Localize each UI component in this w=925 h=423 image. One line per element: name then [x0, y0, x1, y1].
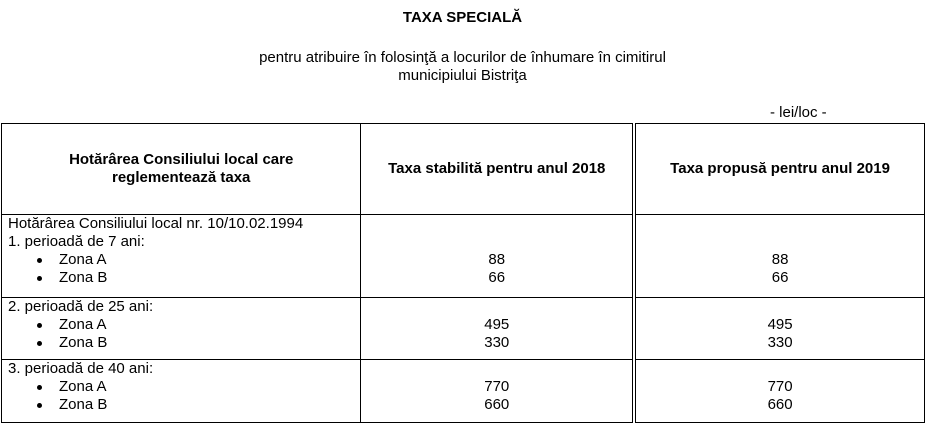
- tax-table: [1, 123, 925, 423]
- value-2018: 88: [488, 251, 506, 268]
- header-hcl: Hotărârea Consiliului local care reglementează taxa: [2, 124, 361, 215]
- table-row: [2, 297, 925, 360]
- value-2018: 495: [484, 315, 510, 333]
- row-label-cell: [2, 215, 361, 298]
- list-item: [2, 251, 360, 269]
- value-cell-2018: [361, 297, 634, 360]
- row-label-cell: [2, 360, 361, 423]
- bullet-icon: [37, 323, 42, 328]
- header-2018: Taxa stabilită pentru anul 2018: [361, 124, 634, 215]
- list-item: [2, 396, 360, 414]
- table-row: [2, 215, 925, 298]
- unit-label: - lei/loc -: [770, 104, 827, 121]
- bullet-icon: [37, 276, 42, 281]
- value-2018: 330: [484, 333, 510, 351]
- value-cell-2019: [634, 297, 924, 360]
- list-item: [2, 334, 360, 352]
- period-label: 3. perioadă de 40 ani:: [8, 360, 154, 378]
- bullet-icon: [37, 341, 42, 346]
- value-2018: 660: [484, 396, 510, 414]
- value-2018: 770: [484, 378, 510, 396]
- zone-label: Zona A: [59, 378, 107, 396]
- header-2019: Taxa propusă pentru anul 2019: [634, 124, 924, 215]
- subtitle-line-1: pentru atribuire în folosinţă a locurilor de înhumare în cimitirul: [259, 49, 666, 66]
- bullet-icon: [37, 385, 42, 390]
- zone-label: Zona B: [59, 396, 108, 414]
- value-2018: 66: [488, 269, 506, 286]
- value-cell-2018: [361, 360, 634, 423]
- value-2019: 88: [771, 251, 789, 268]
- value-2019: 495: [767, 315, 793, 333]
- zone-label: Zona A: [59, 315, 107, 333]
- subtitle-line-2: municipiului Bistriţa: [398, 67, 527, 84]
- value-2019: 660: [767, 396, 793, 414]
- value-2019: 330: [767, 333, 793, 351]
- zone-label: Zona A: [59, 251, 107, 268]
- table-row: [2, 360, 925, 423]
- zone-label: Zona B: [59, 269, 108, 286]
- list-item: [2, 269, 360, 287]
- value-cell-2019: [634, 215, 924, 298]
- period-label: 2. perioadă de 25 ani:: [8, 297, 154, 315]
- value-2019: 770: [767, 378, 793, 396]
- document-title: TAXA SPECIALĂ: [402, 9, 523, 26]
- list-item: [2, 316, 360, 334]
- value-2019: 66: [771, 269, 789, 286]
- value-cell-2018: [361, 215, 634, 298]
- bullet-icon: [37, 258, 42, 263]
- table-header-row: [2, 124, 925, 215]
- period-label: 1. perioadă de 7 ani:: [8, 233, 145, 250]
- row-label-cell: [2, 297, 361, 360]
- hcl-reference: Hotărârea Consiliului local nr. 10/10.02.1994: [8, 215, 304, 232]
- value-cell-2019: [634, 360, 924, 423]
- list-item: [2, 378, 360, 396]
- document-subtitle: [0, 49, 925, 85]
- zone-label: Zona B: [59, 333, 108, 351]
